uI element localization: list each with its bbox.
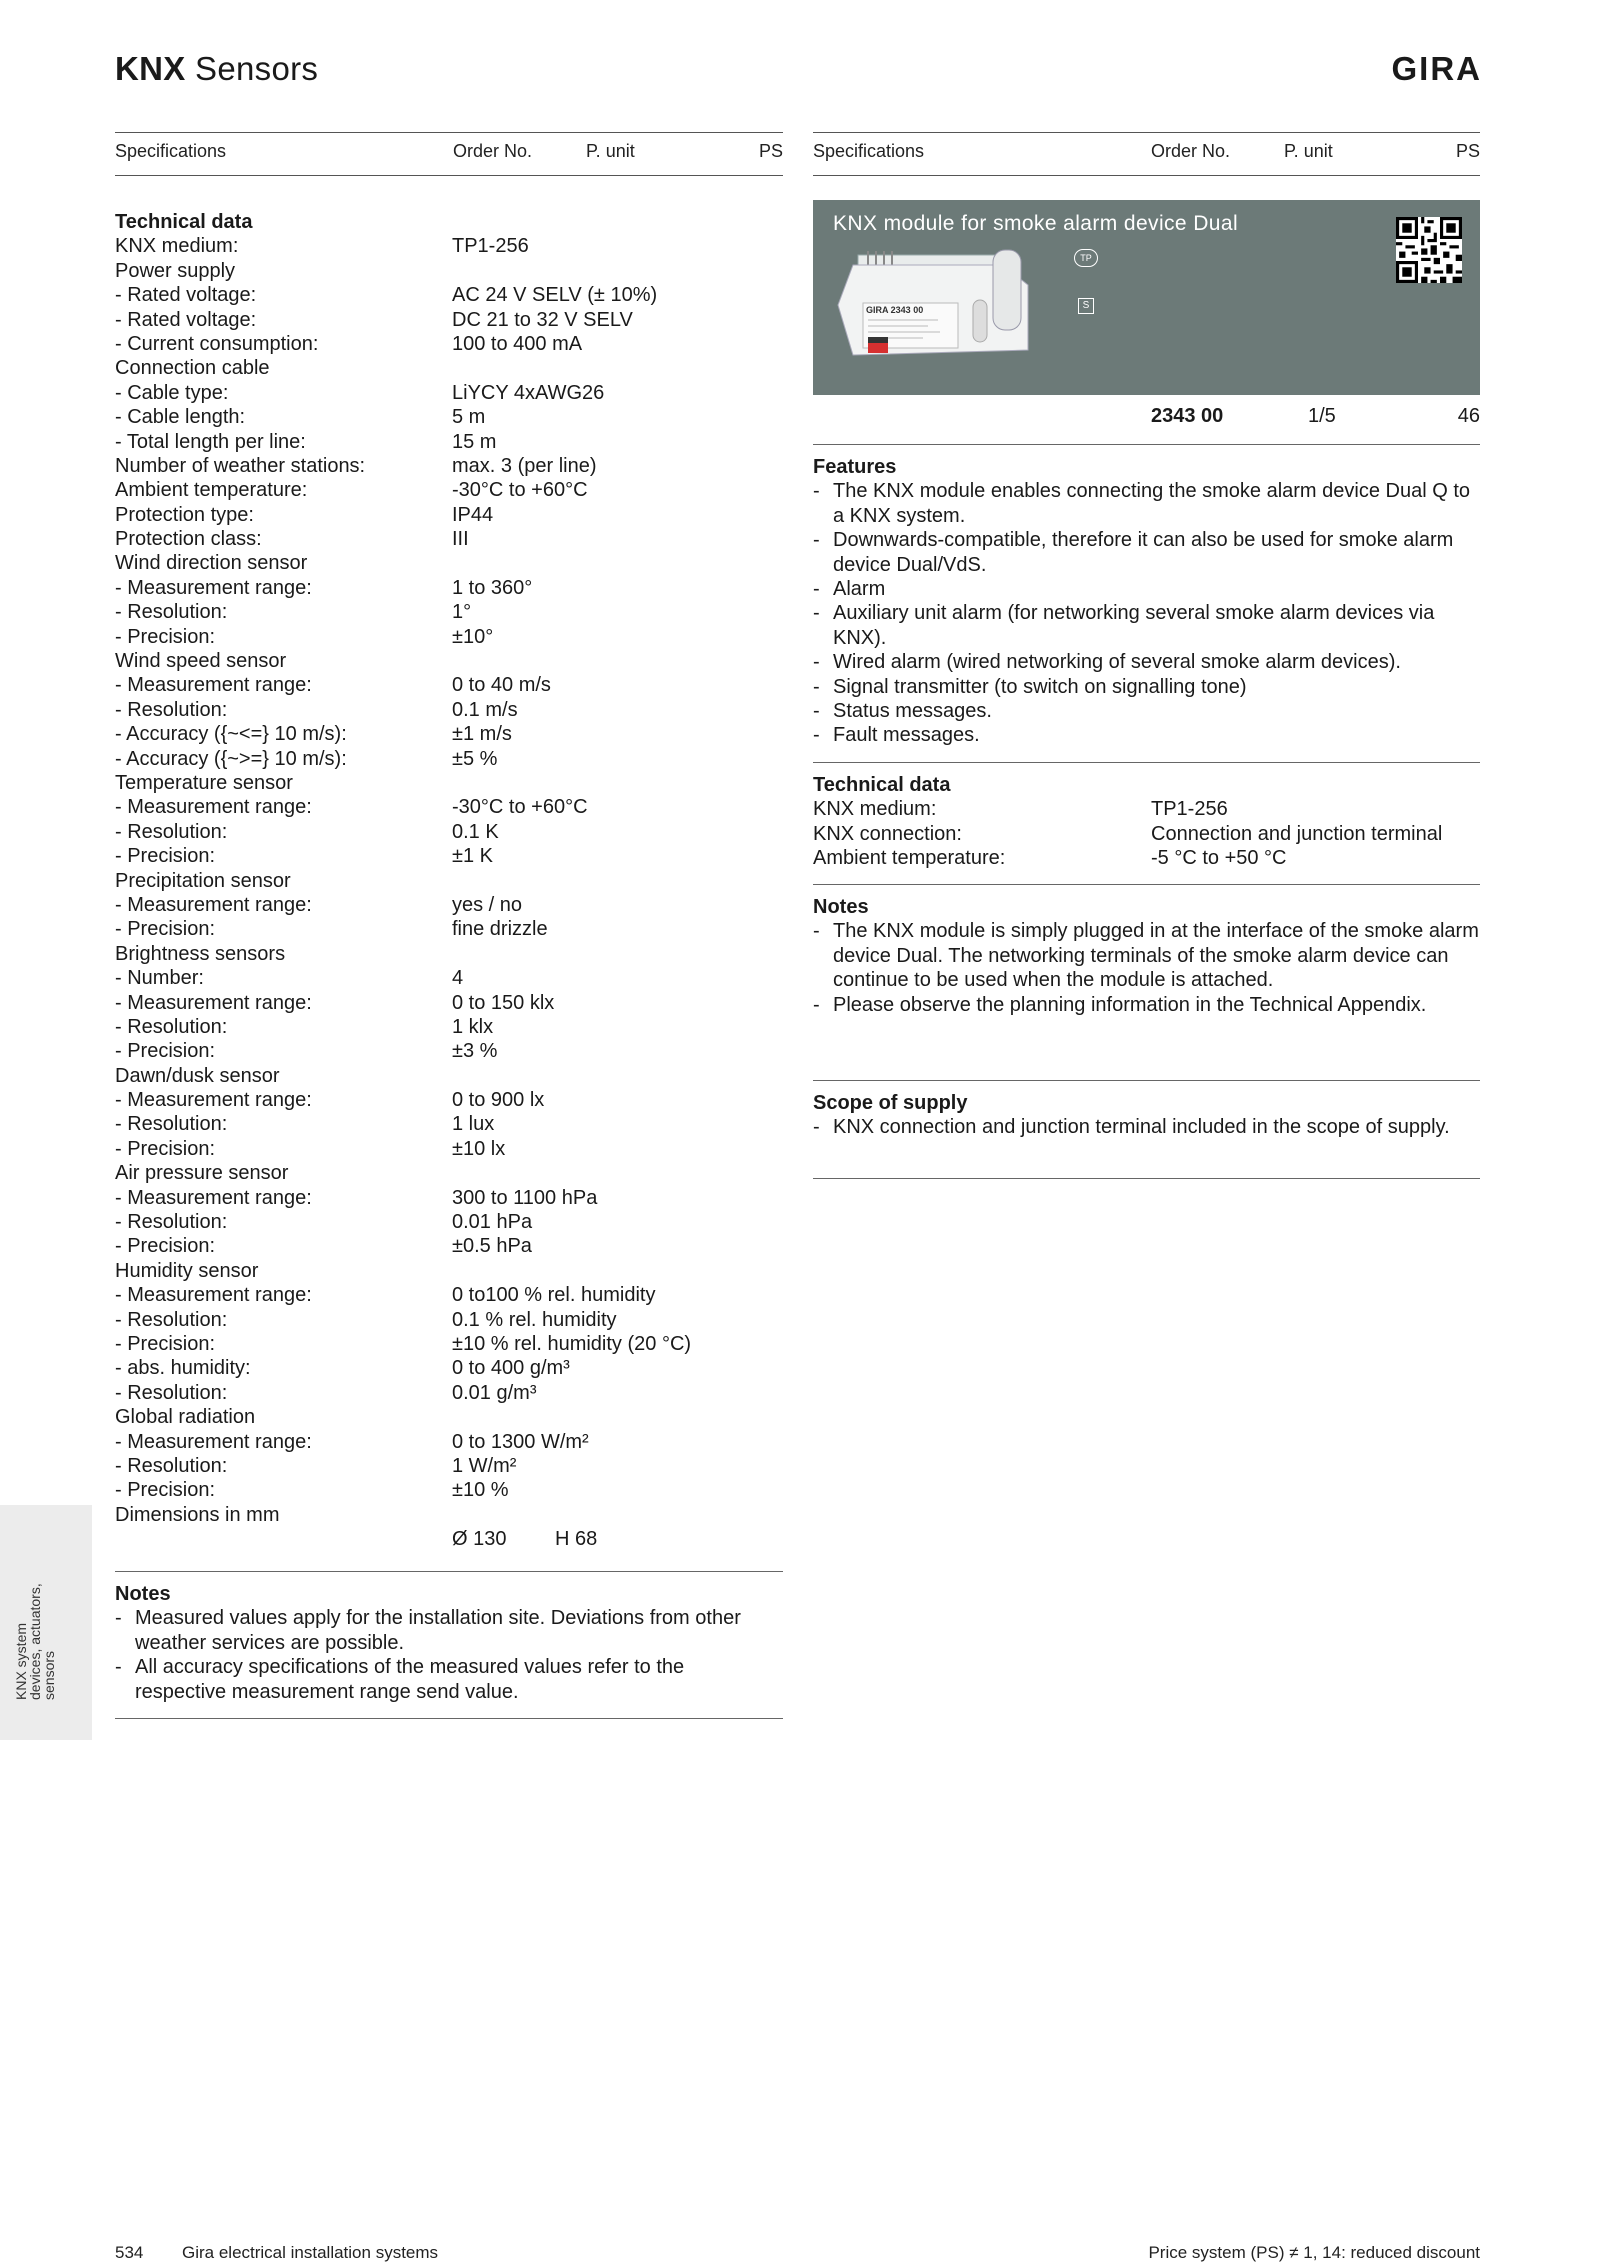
- spec-label: - Precision:: [115, 1235, 216, 1258]
- feature-item: - The KNX module enables connecting the smoke alarm device Dual Q to a KNX system.: [813, 479, 1480, 528]
- scope-item: - KNX connection and junction terminal included in the scope of supply.: [813, 1115, 1480, 1139]
- spec-value: ±1 m/s: [452, 723, 512, 746]
- spec-value: ±10 %: [452, 1479, 509, 1502]
- spec-label: Dawn/dusk sensor: [115, 1064, 280, 1087]
- features-section: [813, 455, 1480, 748]
- spec-value: ±5 %: [452, 747, 498, 770]
- left-technical-data: [115, 210, 783, 1551]
- spec-value: -30°C to +60°C: [452, 796, 588, 819]
- spec-row: [115, 454, 783, 478]
- spec-row: [115, 1015, 783, 1039]
- product-card: [813, 200, 1480, 395]
- spec-value: AC 24 V SELV (± 10%): [452, 284, 658, 307]
- dimension-diameter: Ø 130: [452, 1528, 507, 1551]
- spec-label: - Rated voltage:: [115, 284, 257, 307]
- right-tech-rows: [813, 797, 1480, 870]
- spec-label: - Resolution:: [115, 698, 228, 721]
- spec-row: [115, 1039, 783, 1063]
- spec-row: [115, 1454, 783, 1478]
- spec-value: fine drizzle: [452, 918, 548, 941]
- spec-label: Power supply: [115, 259, 236, 282]
- spec-row: [115, 1283, 783, 1307]
- spec-value: ±10 % rel. humidity (20 °C): [452, 1332, 692, 1355]
- spec-label: - Number:: [115, 967, 204, 990]
- smoke-alarm-module-image: [828, 245, 1058, 385]
- spec-row: [115, 381, 783, 405]
- note-item: - Please observe the planning information in the Technical Appendix.: [813, 993, 1480, 1017]
- spec-value: Connection and junction terminal: [1151, 822, 1443, 845]
- spec-value: ±0.5 hPa: [452, 1235, 532, 1258]
- spec-value: yes / no: [452, 893, 523, 916]
- spec-label: Wind direction sensor: [115, 552, 308, 575]
- spec-row: [115, 1478, 783, 1502]
- spec-row: [115, 1112, 783, 1136]
- spec-row: [115, 917, 783, 941]
- spec-row: [115, 625, 783, 649]
- spec-row: [115, 1210, 783, 1234]
- spec-row: [115, 259, 783, 283]
- spec-row: [115, 430, 783, 454]
- left-header-order-no: Order No.: [453, 141, 533, 161]
- feature-item: - Wired alarm (wired networking of several smoke alarm devices).: [813, 650, 1480, 674]
- spec-row: [115, 1430, 783, 1454]
- spec-row: [115, 942, 783, 966]
- spec-value: III: [452, 528, 469, 551]
- spec-value: 0 to 400 g/m³: [452, 1357, 570, 1380]
- spec-value: 100 to 400 mA: [452, 332, 583, 355]
- spec-row: [115, 698, 783, 722]
- spec-value: DC 21 to 32 V SELV: [452, 308, 633, 331]
- right-header-order-no: Order No.: [1151, 141, 1231, 161]
- spec-row: [115, 649, 783, 673]
- spec-value: 1 klx: [452, 1015, 494, 1038]
- price-system-note: Price system (PS) ≠ 1, 14: reduced discount: [1148, 2243, 1480, 2262]
- spec-label: Ambient temperature:: [115, 479, 308, 502]
- spec-label: Protection type:: [115, 503, 254, 526]
- spec-label: - Precision:: [115, 625, 216, 648]
- spec-value: LiYCY 4xAWG26: [452, 381, 605, 404]
- spec-label: KNX medium:: [115, 235, 239, 258]
- note-item: - The KNX module is simply plugged in at the interface of the smoke alarm device Dual. The networking terminals of the smoke alarm device can continue to be used when the module is attached.: [813, 919, 1480, 992]
- right-notes-title: Notes: [813, 896, 869, 918]
- qr-code-icon: [1396, 217, 1462, 283]
- spec-value: IP44: [452, 503, 494, 526]
- spec-label: Dimensions in mm: [115, 1503, 280, 1526]
- spec-label: - Resolution:: [115, 1113, 228, 1136]
- spec-label: - Precision:: [115, 918, 216, 941]
- spec-row: [813, 822, 1480, 846]
- spec-label: - Precision:: [115, 1332, 216, 1355]
- spec-value: 0.01 g/m³: [452, 1381, 537, 1404]
- packing-unit: 1/5: [1308, 405, 1336, 427]
- spec-label: Temperature sensor: [115, 771, 293, 794]
- right-table-header: [813, 132, 1480, 176]
- spec-row: [115, 283, 783, 307]
- spec-value: 0 to 150 klx: [452, 991, 555, 1014]
- spec-label: KNX medium:: [813, 798, 937, 821]
- spec-label: - Accuracy ({~>=} 10 m/s):: [115, 747, 347, 770]
- spec-label: Ambient temperature:: [813, 847, 1006, 870]
- feature-item: - Signal transmitter (to switch on signalling tone): [813, 675, 1480, 699]
- spec-label: Wind speed sensor: [115, 650, 287, 673]
- spec-label: - Resolution:: [115, 1015, 228, 1038]
- spec-row: [115, 844, 783, 868]
- right-divider-4: [813, 1080, 1480, 1081]
- spec-value: 4: [452, 967, 464, 990]
- spec-value: ±3 %: [452, 1040, 498, 1063]
- spec-value: 1°: [452, 601, 472, 624]
- feature-item: - Fault messages.: [813, 723, 1480, 747]
- spec-label: - Measurement range:: [115, 674, 312, 697]
- spec-row: [115, 1161, 783, 1185]
- feature-item: - Status messages.: [813, 699, 1480, 723]
- page-number: 534: [115, 2243, 144, 2262]
- spec-row: [115, 1332, 783, 1356]
- spec-row: [813, 846, 1480, 870]
- spec-label: Protection class:: [115, 528, 262, 551]
- spec-label: - Resolution:: [115, 601, 228, 624]
- right-header-p-unit: P. unit: [1284, 141, 1333, 161]
- spec-value: 0.1 K: [452, 820, 499, 843]
- spec-value: 0.1 % rel. humidity: [452, 1308, 617, 1331]
- spec-label: Number of weather stations:: [115, 454, 366, 477]
- chapter-tab-line-1: KNX system: [13, 1622, 29, 1700]
- spec-row: [115, 576, 783, 600]
- spec-value: 0 to100 % rel. humidity: [452, 1284, 656, 1307]
- right-divider-5: [813, 1178, 1480, 1179]
- spec-label: - Resolution:: [115, 820, 228, 843]
- note-item: - Measured values apply for the installation site. Deviations from other weather services are possible.: [115, 1606, 760, 1655]
- feature-item: - Auxiliary unit alarm (for networking several smoke alarm devices via KNX).: [813, 601, 1480, 650]
- left-header-specifications: Specifications: [115, 141, 227, 161]
- spec-label: Global radiation: [115, 1406, 256, 1429]
- left-tech-title: Technical data: [115, 211, 253, 233]
- spec-label: - Resolution:: [115, 1454, 228, 1477]
- spec-row: [115, 820, 783, 844]
- publisher-name: Gira electrical installation systems: [182, 2243, 439, 2262]
- left-header-ps: PS: [758, 141, 783, 161]
- spec-label: - Measurement range:: [115, 1186, 312, 1209]
- features-list: [813, 479, 1480, 747]
- title-sensors: Sensors: [185, 50, 319, 87]
- spec-value: 0.1 m/s: [452, 698, 518, 721]
- feature-item: - Downwards-compatible, therefore it can also be used for smoke alarm device Dual/VdS.: [813, 528, 1480, 577]
- spec-value: max. 3 (per line): [452, 454, 597, 477]
- spec-row: [115, 1308, 783, 1332]
- spec-label: - Measurement range:: [115, 1089, 312, 1112]
- spec-label: - abs. humidity:: [115, 1357, 251, 1380]
- left-notes: [115, 1582, 760, 1704]
- spec-row: [115, 308, 783, 332]
- spec-value: 0 to 40 m/s: [452, 674, 551, 697]
- spec-label: - Cable length:: [115, 406, 246, 429]
- product-card-title: KNX module for smoke alarm device Dual: [833, 212, 1239, 235]
- spec-row: [115, 234, 783, 258]
- spec-row: [115, 966, 783, 990]
- spec-value: TP1-256: [452, 235, 529, 258]
- spec-value: 1 to 360°: [452, 576, 533, 599]
- spec-label: - Measurement range:: [115, 1284, 312, 1307]
- spec-row: [115, 747, 783, 771]
- chapter-tab-line-2: devices, actuators,: [27, 1583, 43, 1700]
- dimensions-row: [115, 1527, 783, 1551]
- spec-row: [115, 600, 783, 624]
- right-notes-list: [813, 919, 1480, 1017]
- spec-row: [115, 893, 783, 917]
- s-badge: [1078, 298, 1094, 314]
- spec-row: [115, 795, 783, 819]
- spec-label: - Accuracy ({~<=} 10 m/s):: [115, 723, 347, 746]
- spec-label: - Total length per line:: [115, 430, 306, 453]
- spec-label: - Measurement range:: [115, 576, 312, 599]
- spec-row: [115, 551, 783, 575]
- right-header-ps: PS: [1455, 141, 1480, 161]
- spec-row: [813, 797, 1480, 821]
- spec-value: ±1 K: [452, 845, 493, 868]
- page-title: [115, 50, 318, 88]
- tp-badge-label: TP: [1080, 253, 1092, 263]
- dimension-height: H 68: [555, 1528, 598, 1551]
- gira-logo: GIRA: [1391, 50, 1482, 87]
- left-tech-rows: [115, 234, 783, 1527]
- spec-value: -5 °C to +50 °C: [1151, 847, 1287, 870]
- spec-row: [115, 1405, 783, 1429]
- spec-row: [115, 1381, 783, 1405]
- spec-row: [115, 869, 783, 893]
- spec-value: 300 to 1100 hPa: [452, 1186, 598, 1209]
- right-divider-3: [813, 884, 1480, 885]
- spec-row: [115, 722, 783, 746]
- spec-row: [115, 1137, 783, 1161]
- chapter-tab-label: [14, 1583, 56, 1700]
- spec-row: [115, 771, 783, 795]
- note-item: - All accuracy specifications of the measured values refer to the respective measurement range send value.: [115, 1655, 760, 1704]
- left-notes-title: Notes: [115, 1583, 171, 1605]
- scope-section: [813, 1091, 1480, 1140]
- title-knx: KNX: [115, 50, 186, 87]
- right-divider-1: [813, 444, 1480, 445]
- spec-label: - Precision:: [115, 1137, 216, 1160]
- features-title: Features: [813, 456, 897, 478]
- spec-row: [115, 332, 783, 356]
- chapter-tab-line-3: sensors: [41, 1650, 57, 1700]
- spec-value: ±10 lx: [452, 1137, 506, 1160]
- spec-row: [115, 478, 783, 502]
- spec-label: - Cable type:: [115, 381, 229, 404]
- spec-label: - Measurement range:: [115, 991, 312, 1014]
- order-row: [813, 405, 1480, 433]
- order-number: 2343 00: [1151, 405, 1224, 427]
- spec-row: [115, 503, 783, 527]
- spec-label: - Precision:: [115, 1479, 216, 1502]
- tp-badge: [1074, 249, 1098, 267]
- spec-label: - Resolution:: [115, 1211, 228, 1234]
- spec-label: KNX connection:: [813, 822, 962, 845]
- spec-value: 0 to 1300 W/m²: [452, 1430, 589, 1453]
- left-table-header: [115, 132, 783, 176]
- right-divider-2: [813, 762, 1480, 763]
- spec-row: [115, 673, 783, 697]
- spec-row: [115, 1088, 783, 1112]
- spec-value: 0.01 hPa: [452, 1211, 533, 1234]
- spec-label: - Precision:: [115, 1040, 216, 1063]
- right-header-specifications: Specifications: [813, 141, 925, 161]
- spec-row: [115, 1186, 783, 1210]
- spec-value: ±10°: [452, 625, 494, 648]
- spec-value: TP1-256: [1151, 798, 1228, 821]
- spec-label: - Measurement range:: [115, 893, 312, 916]
- spec-label: - Resolution:: [115, 1308, 228, 1331]
- spec-row: [115, 1503, 783, 1527]
- spec-label: - Precision:: [115, 845, 216, 868]
- spec-label: Air pressure sensor: [115, 1162, 289, 1185]
- spec-value: 15 m: [452, 430, 497, 453]
- spec-label: - Measurement range:: [115, 1430, 312, 1453]
- spec-row: [115, 1259, 783, 1283]
- spec-label: Precipitation sensor: [115, 869, 291, 892]
- left-notes-divider: [115, 1571, 783, 1572]
- spec-label: Brightness sensors: [115, 942, 286, 965]
- spec-row: [115, 991, 783, 1015]
- spec-row: [115, 1356, 783, 1380]
- spec-value: -30°C to +60°C: [452, 479, 588, 502]
- left-header-p-unit: P. unit: [586, 141, 635, 161]
- right-notes: [813, 895, 1480, 1017]
- left-bottom-divider: [115, 1718, 783, 1719]
- spec-value: 0 to 900 lx: [452, 1089, 545, 1112]
- spec-row: [115, 1064, 783, 1088]
- spec-label: - Measurement range:: [115, 796, 312, 819]
- s-badge-label: S: [1082, 300, 1090, 311]
- spec-label: - Current consumption:: [115, 332, 319, 355]
- price-system: 46: [1457, 405, 1480, 427]
- right-tech-title: Technical data: [813, 774, 951, 796]
- spec-value: 1 W/m²: [452, 1454, 517, 1477]
- spec-label: Humidity sensor: [115, 1259, 259, 1282]
- spec-label: Connection cable: [115, 357, 270, 380]
- spec-label: - Rated voltage:: [115, 308, 257, 331]
- spec-row: [115, 527, 783, 551]
- feature-item: - Alarm: [813, 577, 1480, 601]
- spec-label: - Resolution:: [115, 1381, 228, 1404]
- spec-row: [115, 1234, 783, 1258]
- spec-row: [115, 405, 783, 429]
- right-technical-data: [813, 773, 1480, 871]
- device-label: GIRA 2343 00: [866, 305, 924, 315]
- spec-row: [115, 356, 783, 380]
- scope-title: Scope of supply: [813, 1092, 968, 1114]
- left-notes-list: [115, 1606, 760, 1704]
- scope-list: [813, 1115, 1480, 1139]
- spec-value: 5 m: [452, 406, 486, 429]
- spec-value: 1 lux: [452, 1113, 495, 1136]
